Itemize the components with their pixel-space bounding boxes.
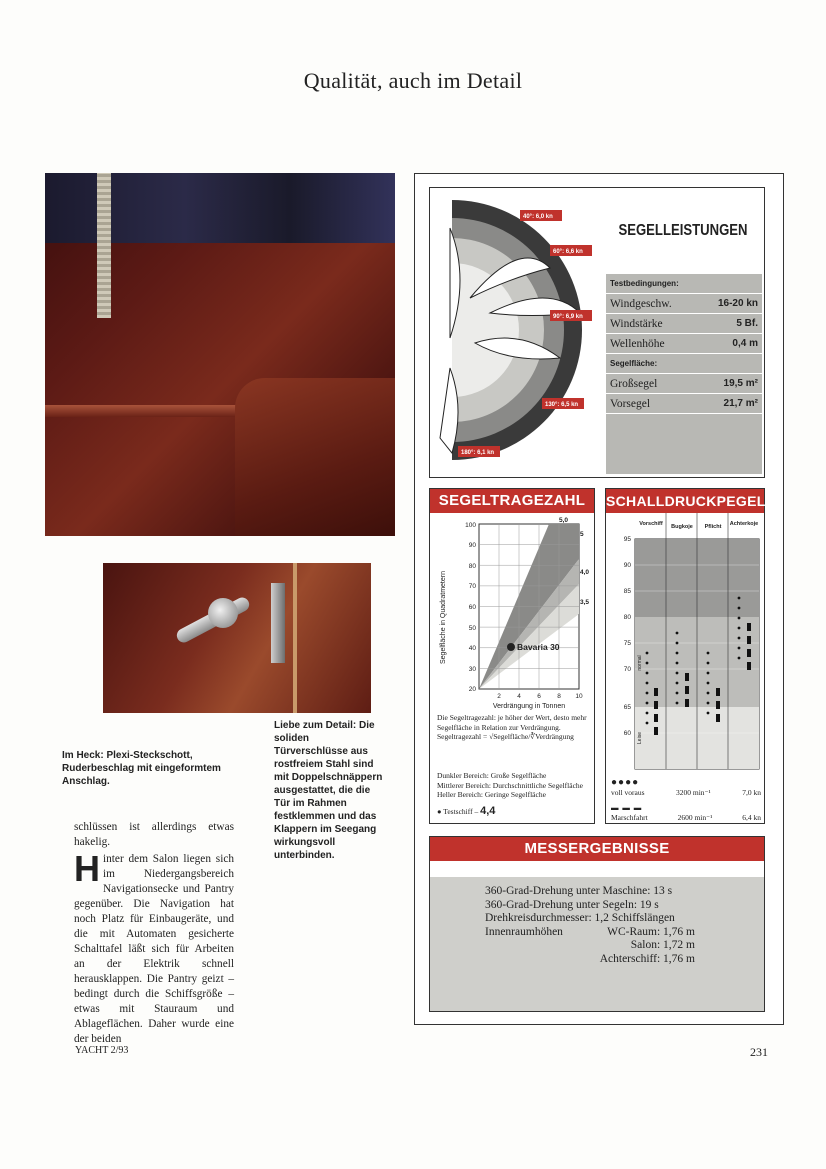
body-lead: schlüssen ist allerdings etwas hakelig. bbox=[74, 821, 234, 848]
legend-row bbox=[611, 788, 761, 798]
segeltragezahl-chart bbox=[431, 514, 591, 714]
caption-heck: Im Heck: Plexi-Steckschott, Ruderbeschlag mit eingeformtem Anschlag. bbox=[62, 750, 221, 787]
result-line: 360-Grad-Drehung unter Maschine: 13 s bbox=[485, 885, 673, 897]
segelleistungen-title: SEGELLEISTUNGEN bbox=[618, 222, 748, 239]
y-tick: 80 bbox=[623, 614, 631, 621]
y-tick: 100 bbox=[465, 522, 476, 529]
testschiff-line: ● Testschiff – 4,4 bbox=[437, 805, 496, 817]
x-tick: 10 bbox=[575, 693, 583, 700]
curve-label: 5,0 bbox=[559, 517, 569, 524]
test-value: 4,4 bbox=[480, 805, 496, 817]
messergebnisse-body bbox=[430, 877, 764, 1011]
testbedingungen-heading: Testbedingungen: bbox=[606, 274, 762, 294]
innenraum-value: Salon: 1,72 m bbox=[630, 939, 695, 951]
legend-row bbox=[611, 813, 761, 823]
y-tick: 90 bbox=[623, 562, 631, 569]
legend-speed: 7,0 kn bbox=[742, 787, 761, 797]
column-header: Bugkoje bbox=[671, 524, 693, 530]
angle-label-40: 40°: 6,0 kn bbox=[523, 214, 553, 220]
sail-label: Vorsegel bbox=[610, 397, 651, 410]
article-body bbox=[74, 820, 234, 1047]
footer-page-number: 231 bbox=[750, 1045, 768, 1059]
test-label: Testschiff – bbox=[443, 807, 479, 816]
condition-label: Windgeschw. bbox=[610, 297, 672, 310]
zone-label-normal: normal bbox=[637, 655, 643, 671]
legend-speed: 6,4 kn bbox=[742, 812, 761, 822]
condition-row bbox=[606, 314, 762, 334]
testschiff-marker bbox=[507, 643, 515, 651]
x-tick: 8 bbox=[557, 693, 561, 700]
legend-item: Heller Bereich: Geringe Segelfläche bbox=[437, 790, 546, 799]
curve-label: 5 bbox=[580, 531, 584, 538]
page-title: Qualität, auch im Detail bbox=[303, 68, 523, 93]
legend-item: Mittlerer Bereich: Durchschnittliche Segelfläche bbox=[437, 780, 583, 790]
messergebnisse-title: MESSERGEBNISSE bbox=[430, 837, 764, 861]
legend-label: voll voraus bbox=[611, 787, 645, 797]
sail-row bbox=[606, 394, 762, 414]
curve-label: 3,5 bbox=[580, 599, 590, 606]
cockpit-photo bbox=[45, 173, 395, 536]
y-tick: 90 bbox=[468, 542, 476, 549]
angle-label-90: 90°: 6,9 kn bbox=[553, 314, 583, 320]
innenraum-label: Innenraumhöhen bbox=[485, 925, 563, 938]
innenraum-value: Achterschiff: 1,76 m bbox=[599, 952, 695, 965]
column-header: Vorschiff bbox=[639, 521, 663, 527]
result-line: Drehkreisdurchmesser: 1,2 Schiffslängen bbox=[485, 912, 675, 924]
legend-rpm: 3200 min⁻¹ bbox=[676, 787, 711, 797]
curve-label: 4,0 bbox=[580, 569, 590, 576]
legend-rpm: 2600 min⁻¹ bbox=[677, 812, 713, 822]
x-tick: 4 bbox=[517, 693, 521, 700]
polar-diagram bbox=[430, 188, 605, 476]
condition-label: Windstärke bbox=[610, 317, 663, 330]
legend-label: Marschfahrt bbox=[611, 812, 648, 822]
body-paragraph: inter dem Salon liegen sich im Niedergangsbereich Navigationsecke und Pantry gegenüber. Die Navigation hat noch Platz für Einbaugeräte, und die mit Automaten gesicherte Schalttafel läßt sich für Arbeiten an der Elektrik schnell herausklappen. Die Pantry geizt – bedingt durch die Schiffsgröße – etwas mit Stauraum und Ablageflächen. Daher wurde eine der beiden bbox=[74, 853, 234, 1045]
condition-row bbox=[606, 294, 762, 314]
legend-item: Dunkler Bereich: Große Segelfläche bbox=[437, 771, 547, 780]
y-tick: 80 bbox=[468, 563, 476, 570]
segeltragezahl-title: SEGELTRAGEZAHL bbox=[430, 489, 594, 513]
condition-label: Wellenhöhe bbox=[610, 337, 665, 350]
segelflaeche-heading: Segelfläche: bbox=[606, 354, 762, 374]
y-tick: 20 bbox=[468, 686, 476, 693]
y-tick: 60 bbox=[623, 730, 631, 737]
y-tick: 70 bbox=[468, 583, 476, 590]
y-tick: 75 bbox=[623, 640, 631, 647]
y-tick: 85 bbox=[623, 588, 631, 595]
y-tick: 60 bbox=[468, 604, 476, 611]
y-tick: 30 bbox=[468, 666, 476, 673]
x-tick: 2 bbox=[497, 693, 501, 700]
condition-value: 5 Bf. bbox=[736, 318, 758, 329]
y-tick: 50 bbox=[468, 625, 476, 632]
sail-label: Großsegel bbox=[610, 377, 658, 390]
y-tick: 40 bbox=[468, 645, 476, 652]
sail-value: 19,5 m² bbox=[723, 378, 758, 389]
result-line: 360-Grad-Drehung unter Segeln: 19 s bbox=[485, 898, 659, 911]
zone-label-leise: Leise bbox=[637, 732, 643, 744]
drop-cap: H bbox=[74, 848, 100, 889]
messergebnisse-box bbox=[429, 836, 765, 1012]
conditions-table bbox=[606, 274, 762, 474]
angle-label-130: 130°: 6,5 kn bbox=[545, 402, 579, 408]
sail-row bbox=[606, 374, 762, 394]
condition-value: 0,4 m bbox=[732, 338, 758, 349]
schalldruckpegel-chart bbox=[607, 513, 762, 775]
segeltragezahl-note: Die Segeltragezahl: je höher der Wert, desto mehr Segelfläche in Relation zur Verdrängung. Segeltragezahl = √Segelfläche/∛Verdrängung bbox=[437, 713, 587, 741]
y-tick: 95 bbox=[623, 536, 631, 543]
column-header: Achterkoje bbox=[729, 521, 759, 527]
y-axis-label: Segelfläche in Quadratmetern bbox=[440, 571, 447, 664]
schall-legend: ●●●● voll voraus 3200 min⁻¹ 7,0 kn ▬ ▬ ▬ Marschfahrt 2600 min⁻¹ 6,4 kn bbox=[611, 777, 761, 822]
bavaria-label: Bavaria 30 bbox=[517, 642, 560, 652]
angle-label-60: 60°: 6,6 kn bbox=[553, 249, 583, 255]
column-header: Pflicht bbox=[704, 524, 722, 530]
condition-row bbox=[606, 334, 762, 354]
y-tick: 65 bbox=[623, 704, 631, 711]
x-tick: 6 bbox=[537, 693, 541, 700]
condition-value: 16-20 kn bbox=[717, 298, 758, 309]
sail-value: 21,7 m² bbox=[723, 398, 758, 409]
innenraum-value: WC-Raum: 1,76 m bbox=[607, 925, 695, 938]
angle-label-180: 180°: 6,1 kn bbox=[461, 450, 495, 456]
caption-detail: Liebe zum Detail: Die soliden Türverschlüsse aus rostfreiem Stahl sind mit Doppelschnäppern ausgestattet, die die Tür im Rahmen festklemmen und das Klappern im Seegang wirkungsvoll unterbinden. bbox=[274, 720, 383, 861]
segeltragezahl-legend bbox=[437, 771, 589, 800]
footer-magazine: YACHT 2/93 bbox=[75, 1045, 129, 1056]
door-latch-photo bbox=[103, 563, 371, 713]
y-tick: 70 bbox=[623, 666, 631, 673]
schalldruckpegel-title: SCHALLDRUCKPEGEL bbox=[606, 489, 764, 513]
x-axis-label: Verdrängung in Tonnen bbox=[492, 703, 566, 710]
